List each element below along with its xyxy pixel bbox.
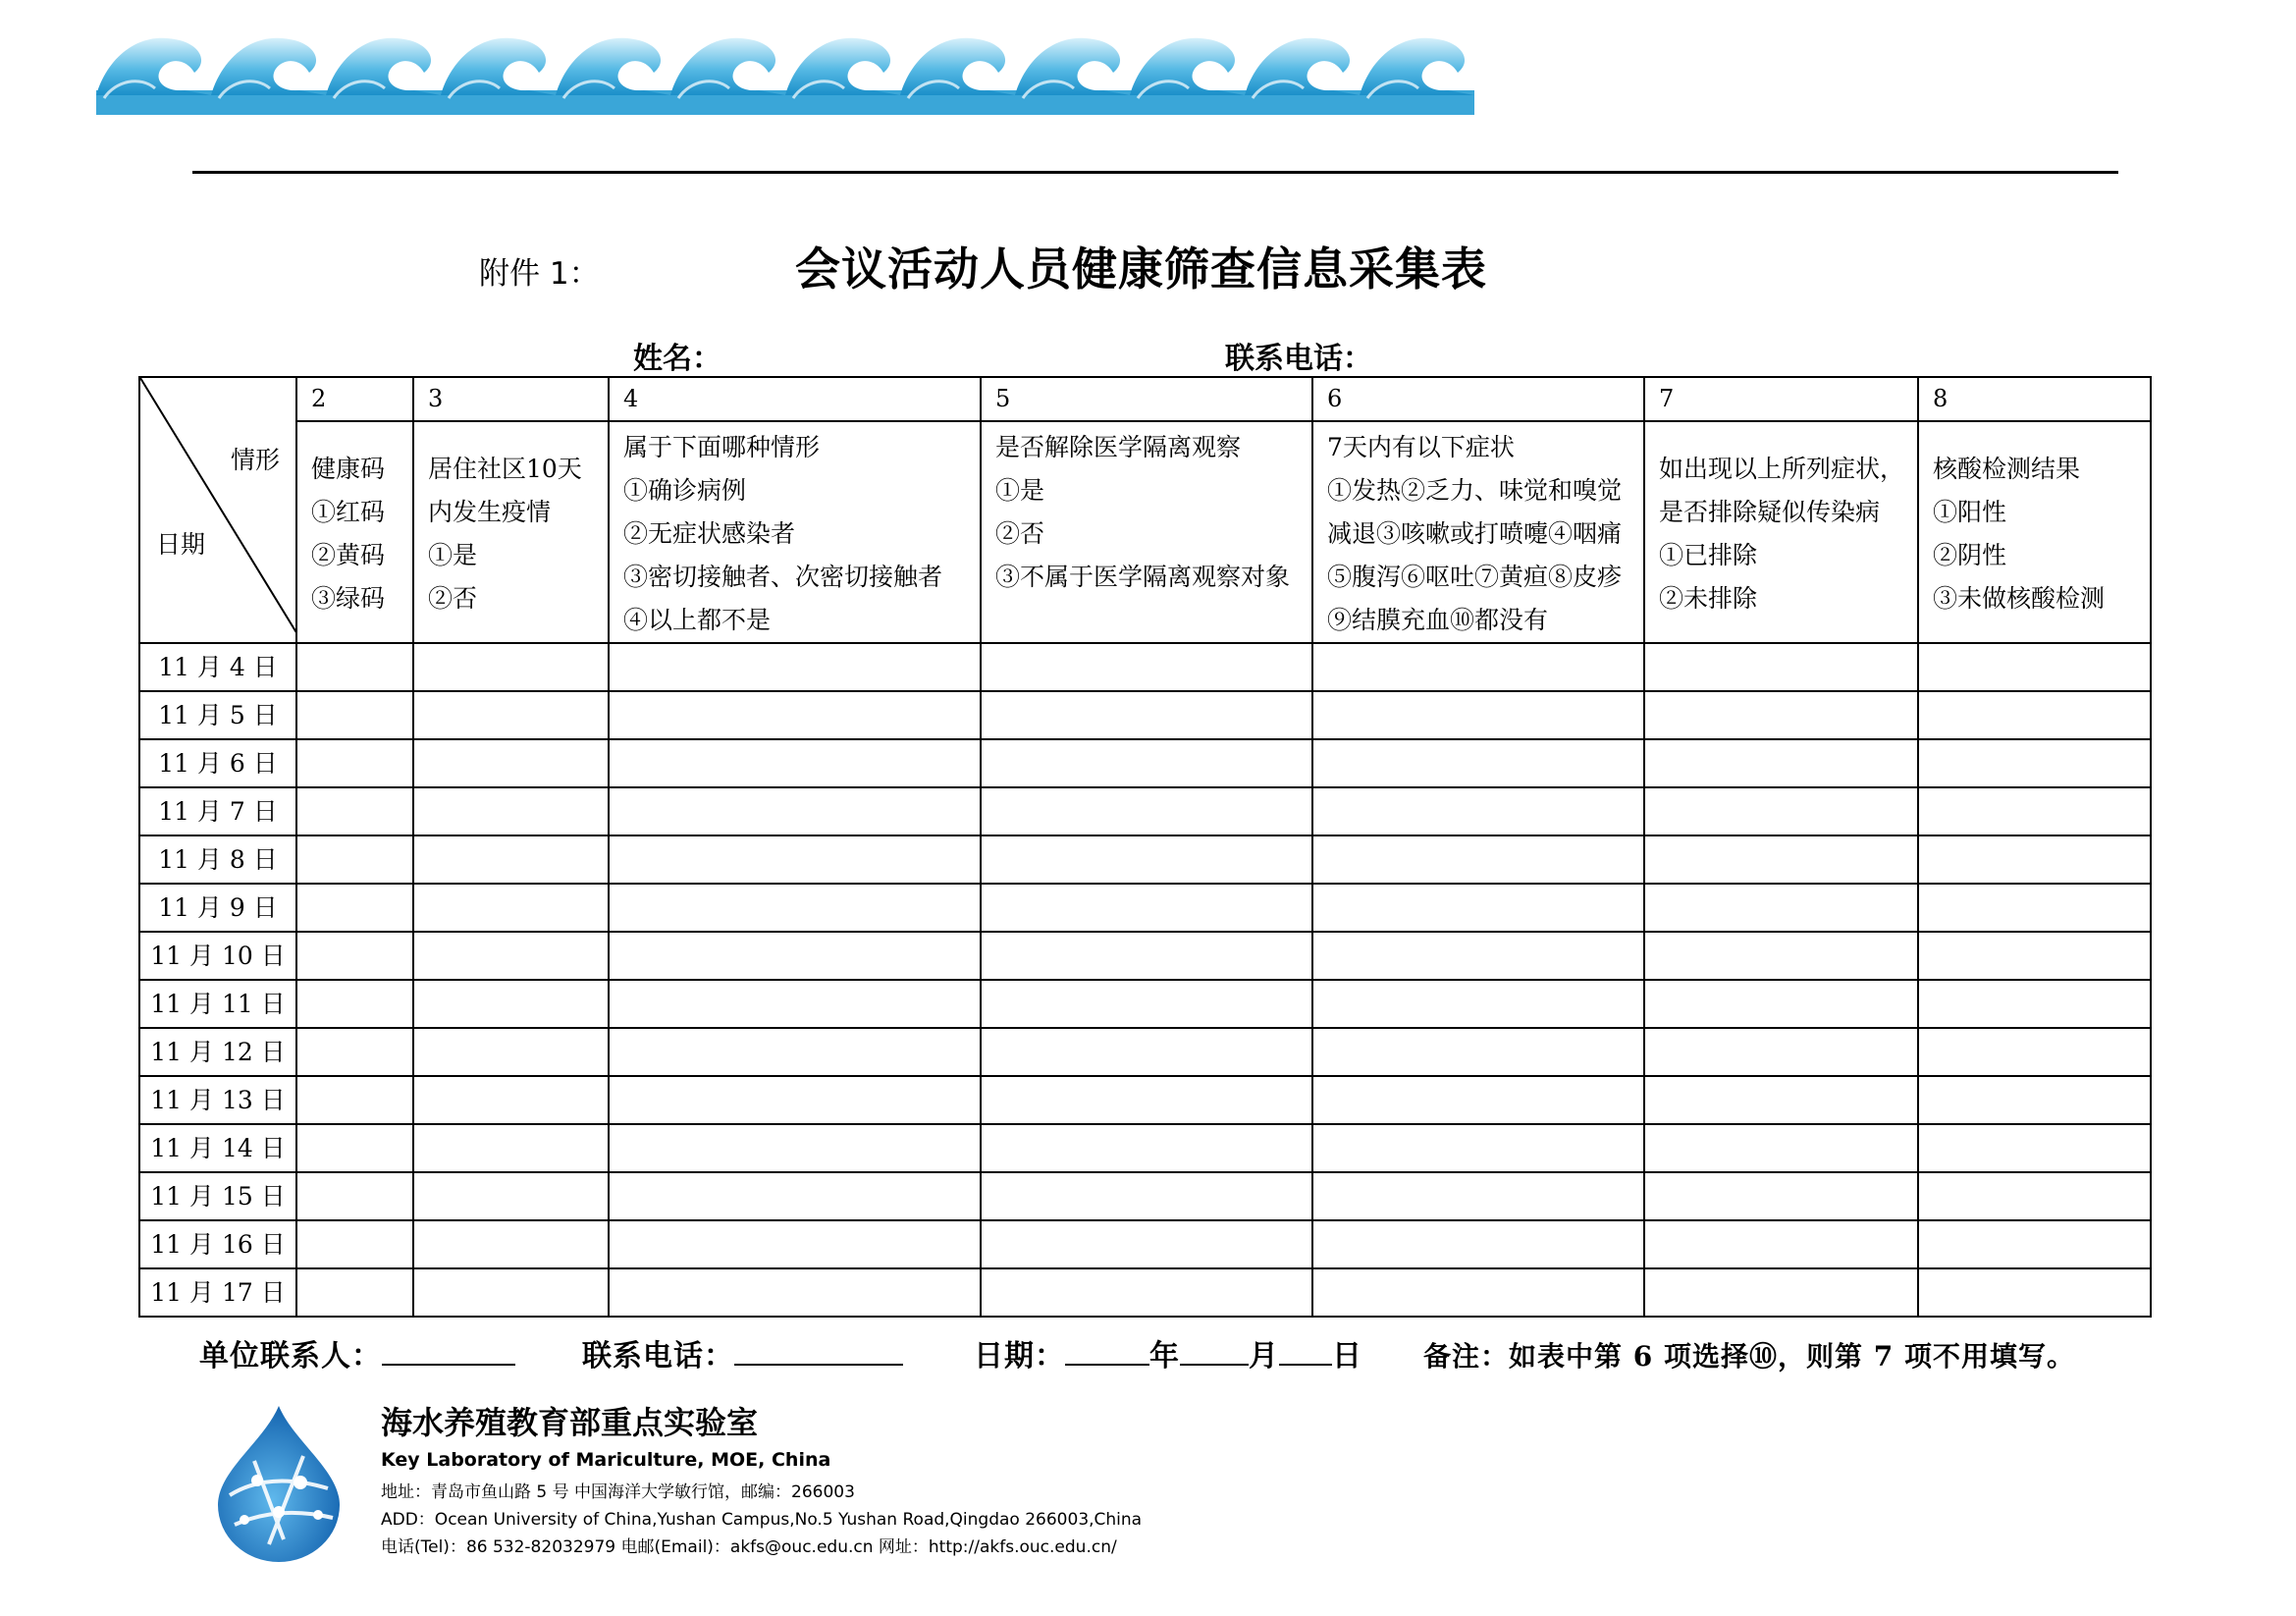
answer-cell[interactable] [981,1172,1312,1220]
header-line: 是否排除疑似传染病 [1659,498,1881,526]
answer-cell[interactable] [296,1220,413,1268]
answer-cell[interactable] [1644,835,1918,884]
answer-cell[interactable] [981,1220,1312,1268]
answer-cell[interactable] [296,739,413,787]
answer-cell[interactable] [981,884,1312,932]
table-row [139,1172,2151,1220]
answer-cell[interactable] [1312,835,1644,884]
header-line: ④以上都不是 [623,606,772,634]
answer-cell[interactable] [981,643,1312,691]
answer-cell[interactable] [296,1268,413,1317]
answer-cell[interactable] [1644,980,1918,1028]
answer-cell[interactable] [296,980,413,1028]
answer-cell[interactable] [1312,739,1644,787]
header-line: 7天内有以下症状 [1327,433,1515,461]
answer-cell[interactable] [1918,1220,2151,1268]
answer-cell[interactable] [1918,1268,2151,1317]
answer-cell[interactable] [1918,739,2151,787]
answer-cell[interactable] [1312,1124,1644,1172]
answer-cell[interactable] [413,1028,609,1076]
answer-cell[interactable] [981,739,1312,787]
answer-cell[interactable] [296,1028,413,1076]
header-line: ③密切接触者、次密切接触者 [623,563,943,591]
answer-cell[interactable] [1644,932,1918,980]
table-row [139,932,2151,980]
answer-cell[interactable] [609,1124,981,1172]
date-cell: 11 月 9 日 [139,884,296,932]
answer-cell[interactable] [413,932,609,980]
header-line: 居住社区10天 [428,455,582,483]
contact-person-blank[interactable] [382,1334,515,1366]
corner-diagonal [140,378,297,634]
header-line: ③未做核酸检测 [1933,584,2106,613]
answer-cell[interactable] [1644,691,1918,739]
answer-cell[interactable] [1312,691,1644,739]
date-cell: 11 月 16 日 [139,1220,296,1268]
answer-cell[interactable] [1312,884,1644,932]
lab-logo-icon [210,1402,347,1564]
table-row [139,1268,2151,1317]
answer-cell[interactable] [1918,884,2151,932]
answer-cell[interactable] [609,643,981,691]
answer-cell[interactable] [609,1172,981,1220]
header-line: ①阳性 [1933,498,2007,526]
answer-cell[interactable] [1312,787,1644,835]
answer-cell[interactable] [1644,643,1918,691]
answer-cell[interactable] [1918,643,2151,691]
column-number: 8 [1918,377,2151,421]
phone-label: 联系电话： [1225,342,1372,376]
header-line: ②否 [428,584,478,613]
header-nucleic-acid-result [1918,421,2151,643]
header-line: ①发热②乏力、味觉和嗅觉 [1327,476,1623,505]
answer-cell[interactable] [981,1028,1312,1076]
month-blank[interactable] [1180,1334,1249,1366]
header-line: ③绿码 [311,584,386,613]
answer-cell[interactable] [1644,739,1918,787]
answer-cell[interactable] [296,932,413,980]
answer-cell[interactable] [609,932,981,980]
answer-cell[interactable] [1312,1172,1644,1220]
contact-person-label: 单位联系人： [199,1339,382,1374]
header-case-category [609,421,981,643]
answer-cell[interactable] [1312,980,1644,1028]
day-label: 日 [1332,1339,1362,1374]
header-line: 减退③咳嗽或打喷嚏④咽痛 [1327,519,1623,548]
answer-cell[interactable] [609,1076,981,1124]
answer-cell[interactable] [413,980,609,1028]
answer-cell[interactable] [1312,1268,1644,1317]
date-cell: 11 月 13 日 [139,1076,296,1124]
header-health-code [296,421,413,643]
answer-cell[interactable] [296,691,413,739]
answer-cell[interactable] [609,884,981,932]
header-line: ②无症状感染者 [623,519,796,548]
table-row [139,1220,2151,1268]
answer-cell[interactable] [413,787,609,835]
answer-cell[interactable] [296,643,413,691]
header-line: ②否 [995,519,1045,548]
answer-cell[interactable] [413,1124,609,1172]
lab-contact-info: 电话(Tel)：86 532-82032979 电邮(Email)：akfs@ouc.edu.cn 网址：http://akfs.ouc.edu.cn/ [381,1537,1117,1557]
form-title: 会议活动人员健康筛查信息采集表 [795,242,1487,296]
date-cell: 11 月 15 日 [139,1172,296,1220]
answer-cell[interactable] [413,643,609,691]
column-number: 7 [1644,377,1918,421]
footer-date-label: 日期： [974,1339,1065,1374]
footer-phone-label: 联系电话： [582,1339,734,1374]
answer-cell[interactable] [296,1124,413,1172]
answer-cell[interactable] [609,739,981,787]
health-screening-table [138,376,2152,1318]
answer-cell[interactable] [1312,1076,1644,1124]
answer-cell[interactable] [1312,1220,1644,1268]
header-line: ③不属于医学隔离观察对象 [995,563,1291,591]
answer-cell[interactable] [981,1268,1312,1317]
footer-note: 备注：如表中第 6 项选择⑩，则第 7 项不用填写。 [1423,1340,2075,1373]
answer-cell[interactable] [981,835,1312,884]
answer-cell[interactable] [981,980,1312,1028]
answer-cell[interactable] [296,1076,413,1124]
answer-cell[interactable] [609,1028,981,1076]
header-line: ②阴性 [1933,541,2007,569]
date-cell: 11 月 14 日 [139,1124,296,1172]
answer-cell[interactable] [413,1076,609,1124]
answer-cell[interactable] [413,1268,609,1317]
answer-cell[interactable] [413,884,609,932]
answer-cell[interactable] [609,1220,981,1268]
answer-cell[interactable] [1644,1220,1918,1268]
header-line: ②未排除 [1659,584,1758,613]
answer-cell[interactable] [981,1124,1312,1172]
answer-cell[interactable] [1644,1268,1918,1317]
table-row [139,1028,2151,1076]
table-row [139,787,2151,835]
date-cell: 11 月 6 日 [139,739,296,787]
date-cell: 11 月 7 日 [139,787,296,835]
header-community-outbreak [413,421,609,643]
lab-name-chinese: 海水养殖教育部重点实验室 [381,1404,759,1441]
date-cell: 11 月 11 日 [139,980,296,1028]
answer-cell[interactable] [981,932,1312,980]
column-number: 2 [296,377,413,421]
answer-cell[interactable] [296,1172,413,1220]
answer-cell[interactable] [1312,643,1644,691]
date-cell: 11 月 5 日 [139,691,296,739]
corner-label-date: 日期 [156,530,206,559]
answer-cell[interactable] [1644,1172,1918,1220]
day-blank[interactable] [1279,1334,1332,1366]
column-number: 3 [413,377,609,421]
answer-cell[interactable] [413,1220,609,1268]
column-number-row [139,377,2151,421]
header-quarantine-status [981,421,1312,643]
answer-cell[interactable] [1644,1124,1918,1172]
header-line: 内发生疫情 [428,498,552,526]
column-header-row [139,421,2151,643]
table-row [139,835,2151,884]
answer-cell[interactable] [981,1076,1312,1124]
table-row [139,1076,2151,1124]
answer-cell[interactable] [1644,884,1918,932]
answer-cell[interactable] [1644,1028,1918,1076]
header-line: ①是 [995,476,1045,505]
attachment-label: 附件 1： [479,256,600,292]
date-cell: 11 月 12 日 [139,1028,296,1076]
header-disease-excluded [1644,421,1918,643]
answer-cell[interactable] [1918,787,2151,835]
answer-cell[interactable] [413,1172,609,1220]
table-row [139,884,2151,932]
header-rule [192,171,2118,174]
table-row [139,643,2151,691]
name-label: 姓名： [633,342,721,376]
lab-name-english: Key Laboratory of Mariculture, MOE, China [381,1449,831,1471]
answer-cell[interactable] [981,691,1312,739]
header-line: 属于下面哪种情形 [623,433,821,461]
answer-cell[interactable] [1918,932,2151,980]
date-cell: 11 月 17 日 [139,1268,296,1317]
date-cell: 11 月 4 日 [139,643,296,691]
table-row [139,739,2151,787]
corner-header-cell [139,377,296,643]
wave-banner-image [96,22,1474,115]
header-line: ②黄码 [311,541,386,569]
answer-cell[interactable] [1918,835,2151,884]
answer-cell[interactable] [1918,1028,2151,1076]
date-cell: 11 月 8 日 [139,835,296,884]
corner-label-situation: 情形 [230,446,280,474]
answer-cell[interactable] [609,691,981,739]
table-row [139,1124,2151,1172]
answer-cell[interactable] [1644,787,1918,835]
lab-address-english: ADD：Ocean University of China,Yushan Campus,No.5 Yushan Road,Qingdao 266003,China [381,1510,1143,1530]
header-line: ①确诊病例 [623,476,747,505]
header-line: ①红码 [311,498,386,526]
answer-cell[interactable] [296,835,413,884]
answer-cell[interactable] [1918,1172,2151,1220]
answer-cell[interactable] [609,787,981,835]
header-line: ⑤腹泻⑥呕吐⑦黄疸⑧皮疹 [1327,563,1623,591]
answer-cell[interactable] [1312,1028,1644,1076]
answer-cell[interactable] [413,835,609,884]
answer-cell[interactable] [609,835,981,884]
answer-cell[interactable] [1312,932,1644,980]
year-blank[interactable] [1065,1334,1149,1366]
header-line: ①是 [428,541,478,569]
footer-phone-blank[interactable] [734,1334,903,1366]
header-line: 如出现以上所列症状， [1659,455,1905,483]
answer-cell[interactable] [1918,980,2151,1028]
answer-cell[interactable] [981,787,1312,835]
answer-cell[interactable] [1918,691,2151,739]
header-symptoms [1312,421,1644,643]
header-line: 是否解除医学隔离观察 [995,433,1242,461]
year-label: 年 [1149,1339,1180,1374]
lab-address-chinese: 地址：青岛市鱼山路 5 号 中国海洋大学敏行馆，邮编：266003 [381,1482,855,1502]
answer-cell[interactable] [1918,1076,2151,1124]
answer-cell[interactable] [413,691,609,739]
header-line: ①已排除 [1659,541,1758,569]
answer-cell[interactable] [413,739,609,787]
answer-cell[interactable] [296,884,413,932]
column-number: 5 [981,377,1312,421]
table-row [139,691,2151,739]
table-row [139,980,2151,1028]
column-number: 4 [609,377,981,421]
date-cell: 11 月 10 日 [139,932,296,980]
month-label: 月 [1249,1339,1279,1374]
answer-cell[interactable] [609,1268,981,1317]
footer-signature-line [199,1331,2075,1374]
answer-cell[interactable] [1918,1124,2151,1172]
answer-cell[interactable] [296,787,413,835]
header-line: 健康码 [311,455,386,483]
answer-cell[interactable] [609,980,981,1028]
header-line: ⑨结膜充血⑩都没有 [1327,606,1549,634]
column-number: 6 [1312,377,1644,421]
header-line: 核酸检测结果 [1933,455,2081,483]
answer-cell[interactable] [1644,1076,1918,1124]
